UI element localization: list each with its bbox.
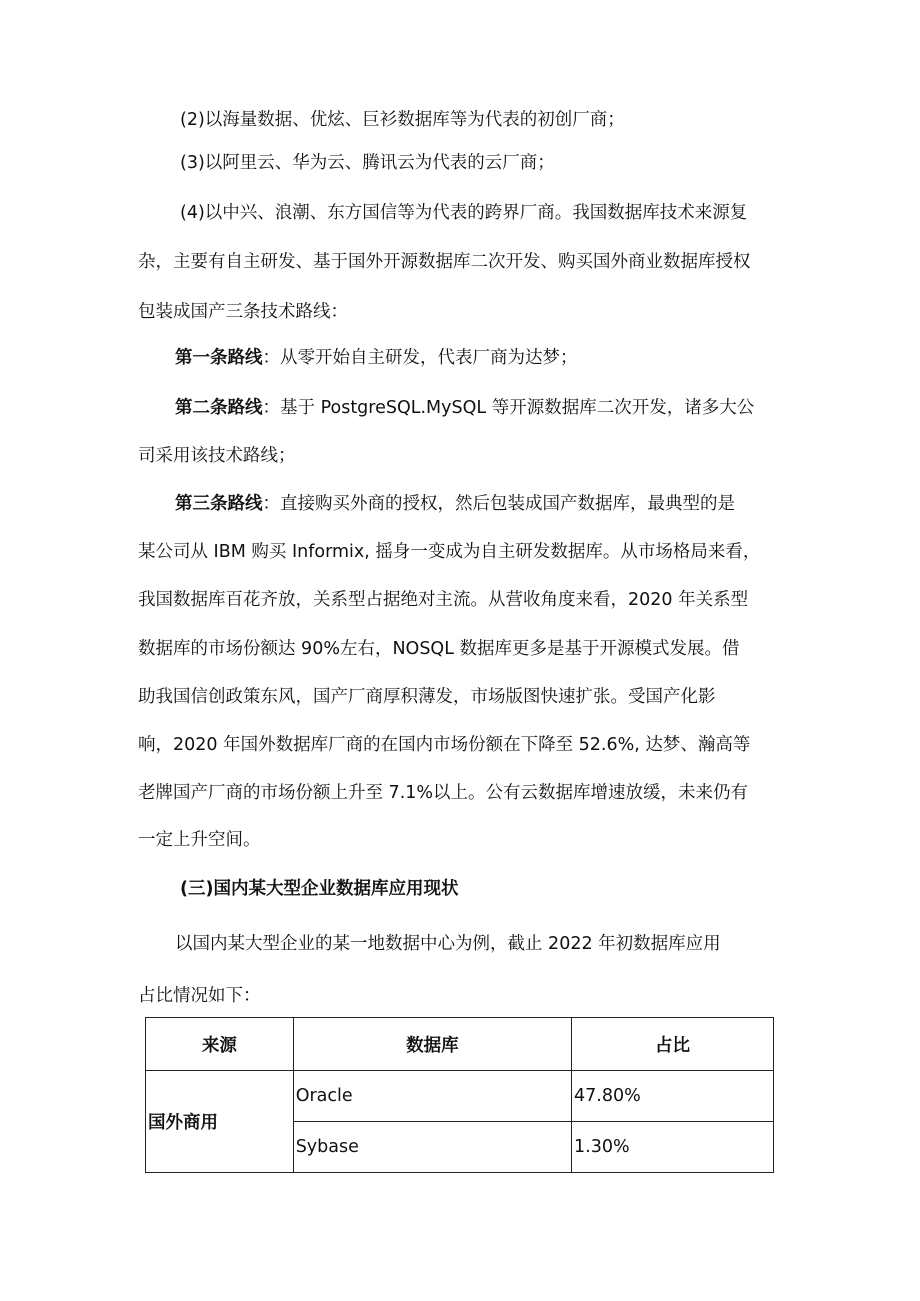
header-source: 来源: [146, 1018, 294, 1071]
intro-line-2: 占比情况如下：: [138, 986, 261, 1006]
route-1: [175, 346, 578, 370]
route-3-line-6: 响，2020 年国外数据库厂商的在国内市场份额在下降至 52.6%, 达梦、瀚高等: [138, 735, 751, 755]
route-3-line-3: 我国数据库百花齐放，关系型占据绝对主流。从营收角度来看，2020 年关系型: [138, 590, 749, 610]
table-row: [146, 1071, 774, 1122]
paragraph-item-2: (2)以海量数据、优炫、巨衫数据库等为代表的初创厂商；: [180, 110, 625, 130]
cell-share: 1.30%: [572, 1122, 774, 1173]
route-3-line-1: [175, 492, 735, 516]
route-3-text: ：直接购买外商的授权，然后包装成国产数据库，最典型的是: [262, 494, 735, 514]
database-share-table: [145, 1017, 774, 1173]
route-1-text: ：从零开始自主研发，代表厂商为达梦；: [262, 348, 578, 368]
route-2-text: ：基于 PostgreSQL.MySQL 等开源数据库二次开发，诸多大公: [262, 398, 755, 418]
cell-source-group: 国外商用: [146, 1071, 294, 1173]
route-3-line-7: 老牌国产厂商的市场份额上升至 7.1%以上。公有云数据库增速放缓，未来仍有: [138, 783, 749, 803]
route-3-line-8: 一定上升空间。: [138, 830, 261, 850]
cell-share: 47.80%: [572, 1071, 774, 1122]
route-2-label: 第二条路线: [175, 398, 263, 418]
route-2-line-2: 司采用该技术路线；: [138, 446, 296, 466]
paragraph-item-4-line-2: 杂，主要有自主研发、基于国外开源数据库二次开发、购买国外商业数据库授权: [138, 252, 751, 272]
section-heading: (三)国内某大型企业数据库应用现状: [180, 879, 459, 899]
header-database: 数据库: [293, 1018, 571, 1071]
cell-database: Oracle: [293, 1071, 571, 1122]
cell-database: Sybase: [293, 1122, 571, 1173]
header-share: 占比: [572, 1018, 774, 1071]
paragraph-item-4-line-1: (4)以中兴、浪潮、东方国信等为代表的跨界厂商。我国数据库技术来源复: [180, 203, 748, 223]
route-3-label: 第三条路线: [175, 494, 263, 514]
route-1-label: 第一条路线: [175, 348, 263, 368]
route-3-line-5: 助我国信创政策东风，国产厂商厚积薄发，市场版图快速扩张。受国产化影: [138, 687, 716, 707]
paragraph-item-3: (3)以阿里云、华为云、腾讯云为代表的云厂商；: [180, 153, 555, 173]
route-3-line-4: 数据库的市场份额达 90%左右，NOSQL 数据库更多是基于开源模式发展。借: [138, 639, 740, 659]
paragraph-item-4-line-3: 包装成国产三条技术路线：: [138, 302, 348, 322]
route-3-line-2: 某公司从 IBM 购买 Informix, 摇身一变成为自主研发数据库。从市场格局来看，: [138, 542, 761, 562]
table-header-row: [146, 1018, 774, 1071]
intro-line-1: 以国内某大型企业的某一地数据中心为例，截止 2022 年初数据库应用: [175, 934, 721, 954]
route-2-line-1: [175, 396, 754, 420]
